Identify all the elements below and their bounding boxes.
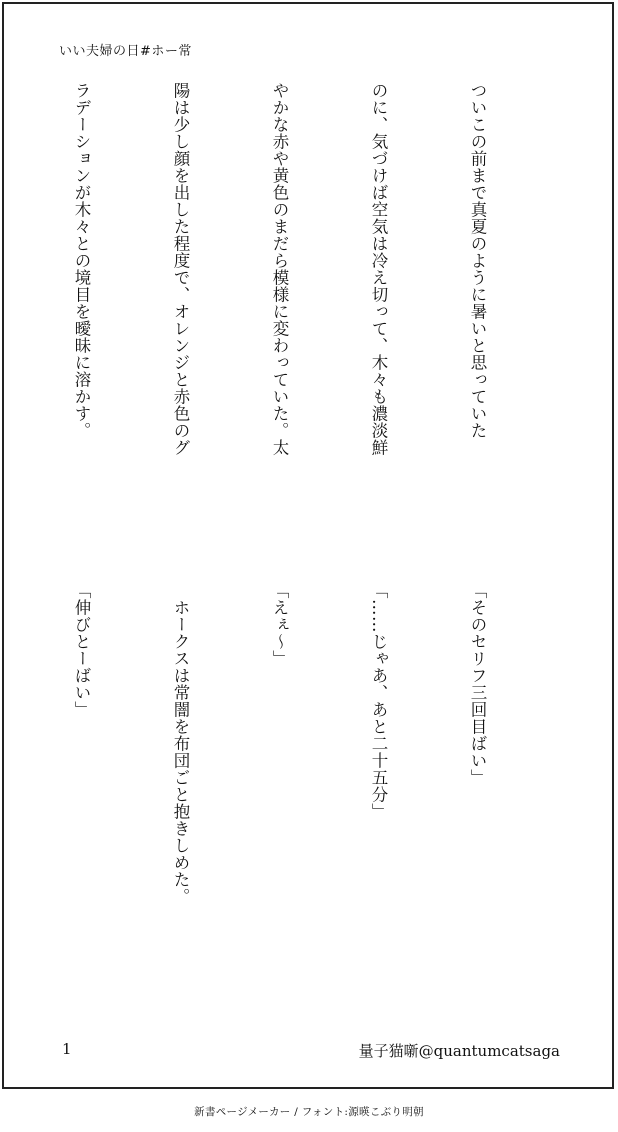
text-line: のに、気づけば空気は冷え切って、木々も濃淡鮮 [369, 82, 388, 456]
text-line: 「伸びとーばい」 [72, 582, 91, 718]
footer-credit: 新書ページメーカー / フォント:源暎こぶり明朝 [194, 1106, 424, 1118]
page-number: 1 [62, 1040, 72, 1058]
text-line: ラデーションが木々との境目を曖昧に溶かす。 [72, 82, 91, 439]
text-line: 「……じゃあ、あと二十五分」 [369, 582, 388, 820]
text-line: 「そのセリフ三回目ばい」 [468, 582, 487, 786]
text-block-bottom [50, 582, 560, 982]
text-line: 「えぇ〜」 [270, 582, 289, 667]
manuscript-page [2, 2, 614, 1089]
text-line: やかな赤や黄色のまだら模様に変わっていた。太 [270, 82, 289, 456]
text-block-top [50, 82, 560, 552]
page-header-title: いい夫婦の日#ホー常 [59, 44, 192, 59]
text-line: ついこの前まで真夏のように暑いと思っていた [468, 82, 487, 439]
author-credit: 量子猫噺@quantumcatsaga [358, 1042, 560, 1060]
text-line: 陽は少し顔を出した程度で、オレンジと赤色のグ [171, 82, 190, 456]
text-line: ホークスは常闇を布団ごと抱きしめた。 [171, 582, 190, 905]
